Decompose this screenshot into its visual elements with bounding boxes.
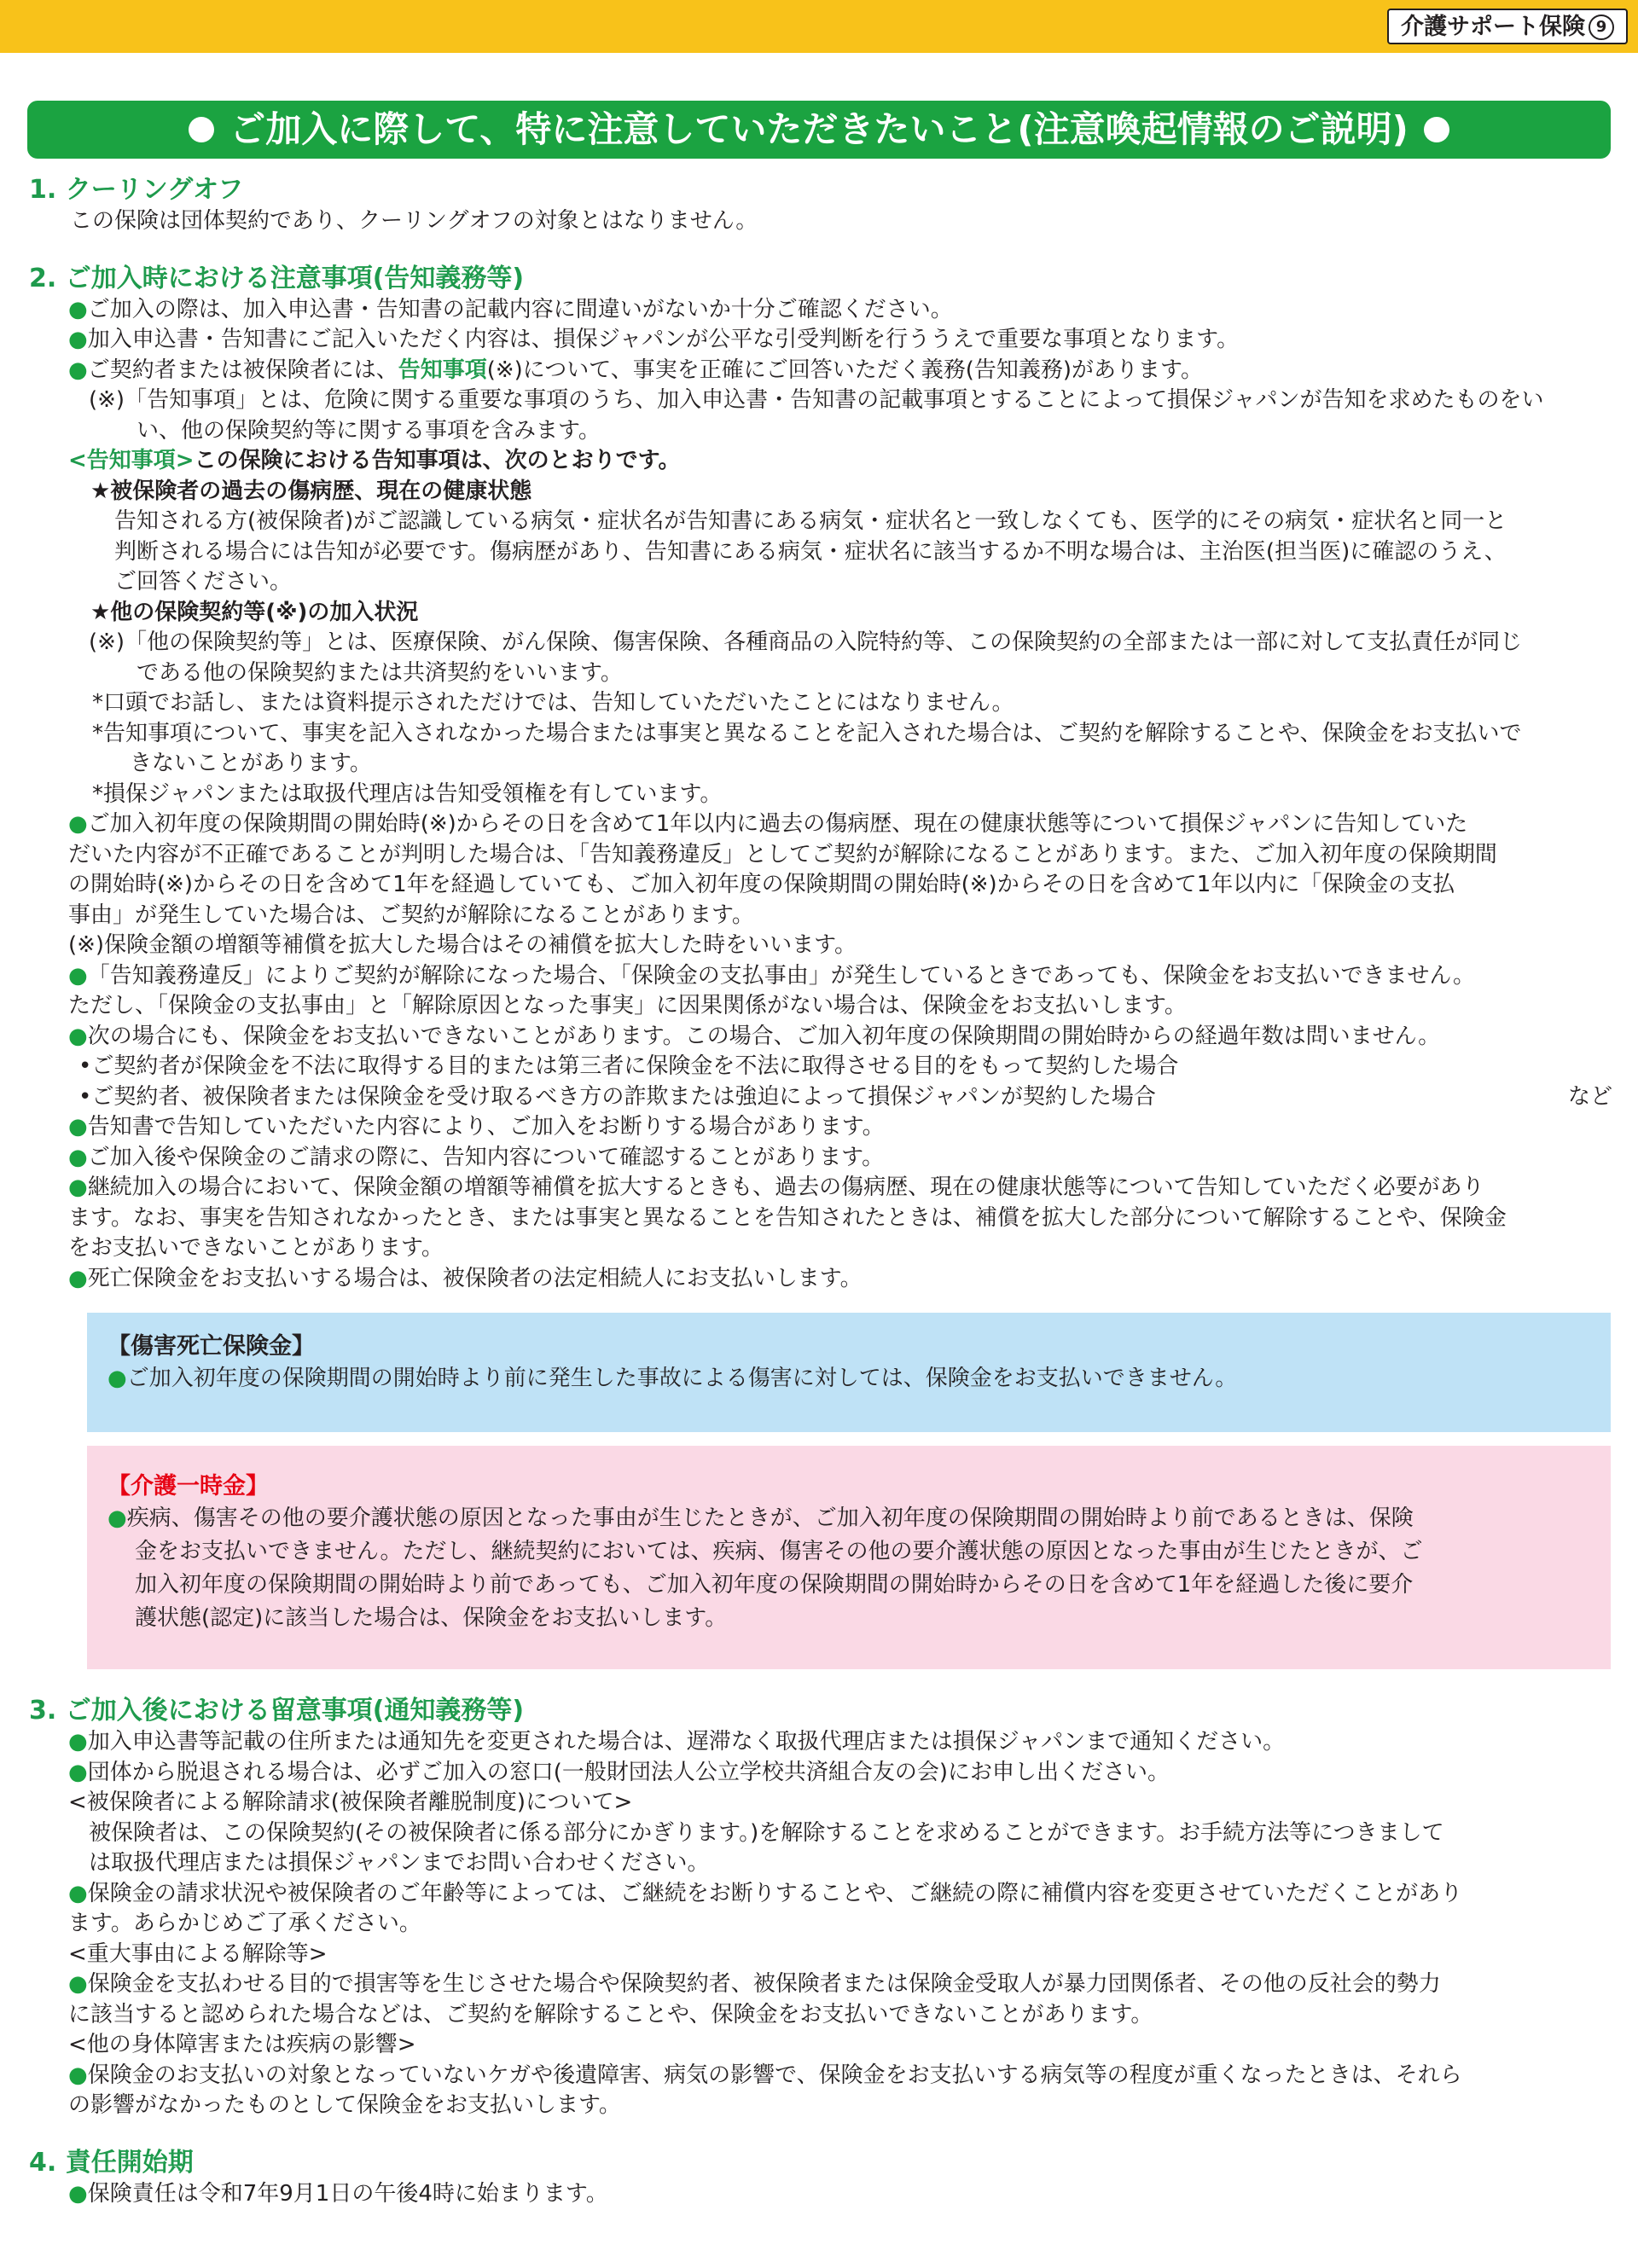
list-item: [29, 1727, 1612, 1758]
sub-heading: <他の身体障害または疾病の影響>: [68, 2032, 416, 2057]
item-text: 保険金を支払わせる目的で損害等を生じさせた場合や保険契約者、被保険者または保険金受取人が暴力団関係者、その他の反社会的勢力: [87, 1971, 1441, 1997]
item-text: 死亡保険金をお支払いする場合は、被保険者の法定相続人にお支払いします。: [87, 1265, 863, 1291]
notice-tag-text: この保険における告知事項は、次のとおりです。: [194, 448, 681, 473]
bullet-icon: ●: [68, 1144, 88, 1170]
box-text: [107, 1502, 1590, 1535]
bullet-icon: ●: [107, 1505, 127, 1531]
list-item: [29, 1022, 1612, 1053]
bullet-icon: ●: [68, 1971, 88, 1997]
item-text: ご加入の際は、加入申込書・告知書の記載内容に間違いがないか十分ご確認ください。: [87, 296, 953, 322]
box-text: 金をお支払いできません。ただし、継続契約においては、疾病、傷害その他の要介護状態の原因となった事由が生じたときが、ご: [135, 1539, 1423, 1564]
section-1-heading: 1. クーリングオフ: [29, 175, 244, 205]
highlight-term: 告知事項: [398, 357, 487, 383]
notice-items-label: [29, 446, 1612, 477]
section-4-heading: 4. 責任開始期: [29, 2147, 194, 2178]
item-text: 団体から脱退される場合は、必ずご加入の窓口(一般財団法人公立学校共済組合友の会)にお申し出ください。: [87, 1759, 1170, 1785]
bullet-icon: ●: [68, 327, 88, 352]
list-item: [29, 1143, 1612, 1174]
item-text: 継続加入の場合において、保険金額の増額等補償を拡大するときも、過去の傷病歴、現在の健康状態等について告知していただく必要があり: [87, 1175, 1484, 1200]
etc-text: など: [1567, 1083, 1612, 1110]
list-item: [29, 325, 1612, 356]
star-text: 判断される場合には告知が必要です。傷病歴があり、告知書にある病気・症状名に該当するか不明な場合は、主治医(担当医)に確認のうえ、: [114, 538, 1507, 565]
sub-heading: <重大事由による解除等>: [68, 1940, 328, 1967]
notice-tag: <告知事項>: [68, 448, 195, 473]
bullet-icon: ●: [68, 1265, 88, 1291]
section-1-text: この保険は団体契約であり、クーリングオフの対象とはなりません。: [70, 208, 758, 234]
list-item-cont: の開始時(※)からその日を含めて1年を経過していても、ご加入初年度の保険期間の開始時(※)からその日を含めて1年以内に「保険金の支払: [68, 872, 1455, 897]
accident-death-box: [87, 1313, 1611, 1432]
asterisk-note: *損保ジャパンまたは取扱代理店は告知受領権を有しています。: [92, 780, 723, 807]
bullet-icon: ●: [68, 2180, 88, 2207]
list-item: [29, 2179, 1612, 2210]
item-text: 保険金のお支払いの対象となっていないケガや後遺障害、病気の影響で、保険金をお支払いする病気等の程度が重くなったときは、それら: [87, 2062, 1462, 2088]
list-item: [29, 1879, 1612, 1910]
item-text: ご契約者または被保険者には、: [87, 357, 398, 383]
sub-item: [29, 1082, 1612, 1113]
list-item: [29, 356, 1612, 386]
list-item-cont: に該当すると認められた場合などは、ご契約を解除することや、保険金をお支払いできないことがあります。: [68, 2001, 1153, 2027]
item-text: (※)について、事実を正確にご回答いただく義務(告知義務)があります。: [486, 357, 1203, 383]
care-lump-sum-box: [87, 1446, 1611, 1669]
list-item: [29, 1969, 1612, 2000]
list-item: [29, 1264, 1612, 1295]
list-item: [29, 2061, 1612, 2091]
product-badge: [1387, 9, 1628, 44]
list-item-cont: ただし、「保険金の支払事由」と「解除原因となった事実」に因果関係がない場合は、保険金をお支払いします。: [68, 993, 1187, 1018]
section-3-heading: 3. ご加入後における留意事項(通知義務等): [29, 1696, 525, 1726]
sub-heading: <被保険者による解除請求(被保険者離脱制度)について>: [68, 1789, 633, 1815]
bullet-icon: ●: [68, 357, 88, 383]
bullet-icon: ●: [68, 1023, 88, 1049]
note-line: (※)「告知事項」とは、危険に関する重要な事項のうち、加入申込書・告知書の記載事項とすることによって損保ジャパンが告知を求めたものをい: [89, 387, 1544, 413]
list-item: [29, 809, 1612, 840]
sub-text: は取扱代理店または損保ジャパンまでお問い合わせください。: [89, 1850, 710, 1876]
box-heading: 【傷害死亡保険金】: [107, 1333, 315, 1360]
bullet-icon: ●: [68, 1175, 88, 1200]
title-banner: [27, 101, 1611, 159]
list-item-cont: ます。なお、事実を告知されなかったとき、または事実と異なることを告知されたときは、補償を拡大した部分について解除することや、保険金: [68, 1204, 1507, 1231]
box-text: 加入初年度の保険期間の開始時より前であっても、ご加入初年度の保険期間の開始時からその日を含めて1年を経過した後に要介: [135, 1572, 1414, 1598]
section-2-heading: 2. ご加入時における注意事項(告知義務等): [29, 263, 525, 293]
list-item-cont: をお支払いできないことがあります。: [68, 1235, 444, 1261]
note-line: である他の保険契約または共済契約をいいます。: [136, 659, 623, 686]
bullet-dot-left: [189, 117, 214, 142]
bullet-icon: ●: [68, 1114, 88, 1140]
star-text: ご回答ください。: [114, 569, 293, 595]
item-text: 保険金の請求状況や被保険者のご年齢等によっては、ご継続をお断りすることや、ご継続の際に補償内容を変更させていただくことがあり: [87, 1880, 1463, 1906]
product-name: 介護サポート保険: [1401, 14, 1585, 40]
content: [29, 174, 1612, 2209]
item-text: 加入申込書等記載の住所または通知先を変更された場合は、遅滞なく取扱代理店または損保ジャパンまで通知ください。: [87, 1729, 1286, 1755]
asterisk-note: *口頭でお話し、または資料提示されただけでは、告知していただいたことにはなりません。: [92, 690, 1014, 716]
list-item: [29, 1758, 1612, 1789]
asterisk-note: きないことがあります。: [130, 751, 372, 776]
list-item: [29, 1112, 1612, 1143]
item-text: 保険責任は令和7年9月1日の午後4時に始まります。: [87, 2180, 608, 2207]
bullet-icon: ●: [68, 1759, 88, 1785]
bullet-icon: ●: [68, 2062, 88, 2088]
item-text: ご加入後や保険金のご請求の際に、告知内容について確認することがあります。: [87, 1144, 885, 1170]
item-text: 疾病、傷害その他の要介護状態の原因となった事由が生じたときが、ご加入初年度の保険期間の開始時より前であるときは、保険: [126, 1505, 1414, 1531]
bullet-icon: ●: [107, 1366, 127, 1391]
item-text: 加入申込書・告知書にご記入いただく内容は、損保ジャパンが公平な引受判断を行ううえで重要な事項となります。: [87, 327, 1240, 352]
bullet-icon: ●: [68, 296, 88, 322]
note-line: い、他の保険契約等に関する事項を含みます。: [136, 417, 601, 444]
list-item: [29, 961, 1612, 992]
box-heading: 【介護一時金】: [107, 1473, 269, 1499]
page-title: ご加入に際して、特に注意していただきたいこと(注意喚起情報のご説明): [229, 108, 1409, 150]
star-text: 告知される方(被保険者)がご認識している病気・症状名が告知書にある病気・症状名と一致しなくても、医学的にその病気・症状名と同一と: [114, 508, 1507, 534]
item-text: 告知書で告知していただいた内容により、ご加入をお断りする場合があります。: [87, 1114, 885, 1140]
list-item: [29, 1173, 1612, 1204]
bullet-icon: ●: [68, 1880, 88, 1906]
page-number: 9: [1589, 15, 1614, 40]
star-heading: ★被保険者の過去の傷病歴、現在の健康状態: [90, 478, 532, 504]
list-item-cont: ます。あらかじめご了承ください。: [68, 1911, 421, 1936]
star-heading: ★他の保険契約等(※)の加入状況: [90, 599, 419, 625]
list-item-cont: の影響がなかったものとして保険金をお支払いします。: [68, 2092, 621, 2118]
item-text: ご加入初年度の保険期間の開始時より前に発生した事故による傷害に対しては、保険金をお支払いできません。: [126, 1366, 1238, 1391]
note-line: (※)「他の保険契約等」とは、医療保険、がん保険、傷害保険、各種商品の入院特約等、この保険契約の全部または一部に対して支払責任が同じ: [89, 629, 1523, 655]
list-item-cont: だいた内容が不正確であることが判明した場合は、「告知義務違反」としてご契約が解除になることがあります。また、ご加入初年度の保険期間: [68, 841, 1497, 867]
item-text: 次の場合にも、保険金をお支払いできないことがあります。この場合、ご加入初年度の保険期間の開始時からの経過年数は問いません。: [87, 1023, 1441, 1049]
list-item-cont: 事由」が発生していた場合は、ご契約が解除になることがあります。: [68, 902, 754, 928]
sub-item: •ご契約者が保険金を不法に取得する目的または第三者に保険金を不法に取得させる目的をもって契約した場合: [78, 1053, 1179, 1079]
sub-text: 被保険者は、この保険契約(その被保険者に係る部分にかぎります。)を解除することを求めることができます。お手続方法等につきまして: [89, 1819, 1444, 1846]
item-text: 「告知義務違反」によりご契約が解除になった場合、「保険金の支払事由」が発生しているときであっても、保険金をお支払いできません。: [87, 962, 1475, 989]
bullet-icon: ●: [68, 962, 88, 989]
list-item: [29, 295, 1612, 326]
bullet-icon: ●: [68, 1729, 88, 1755]
bullet-dot-right: [1424, 117, 1449, 142]
note-line: (※)保険金額の増額等補償を拡大した場合はその補償を拡大した時をいいます。: [68, 932, 857, 958]
asterisk-note: *告知事項について、事実を記入されなかった場合または事実と異なることを記入された場合は、ご契約を解除することや、保険金をお支払いで: [92, 720, 1522, 746]
box-text: [107, 1362, 1590, 1395]
item-text: •ご契約者、被保険者または保険金を受け取るべき方の詐欺または強迫によって損保ジャパンが契約した場合: [78, 1083, 1156, 1110]
box-text: 護状態(認定)に該当した場合は、保険金をお支払いします。: [135, 1605, 728, 1631]
item-text: ご加入初年度の保険期間の開始時(※)からその日を含めて1年以内に過去の傷病歴、現在の健康状態等について損保ジャパンに告知していた: [87, 811, 1468, 837]
bullet-icon: ●: [68, 811, 88, 837]
